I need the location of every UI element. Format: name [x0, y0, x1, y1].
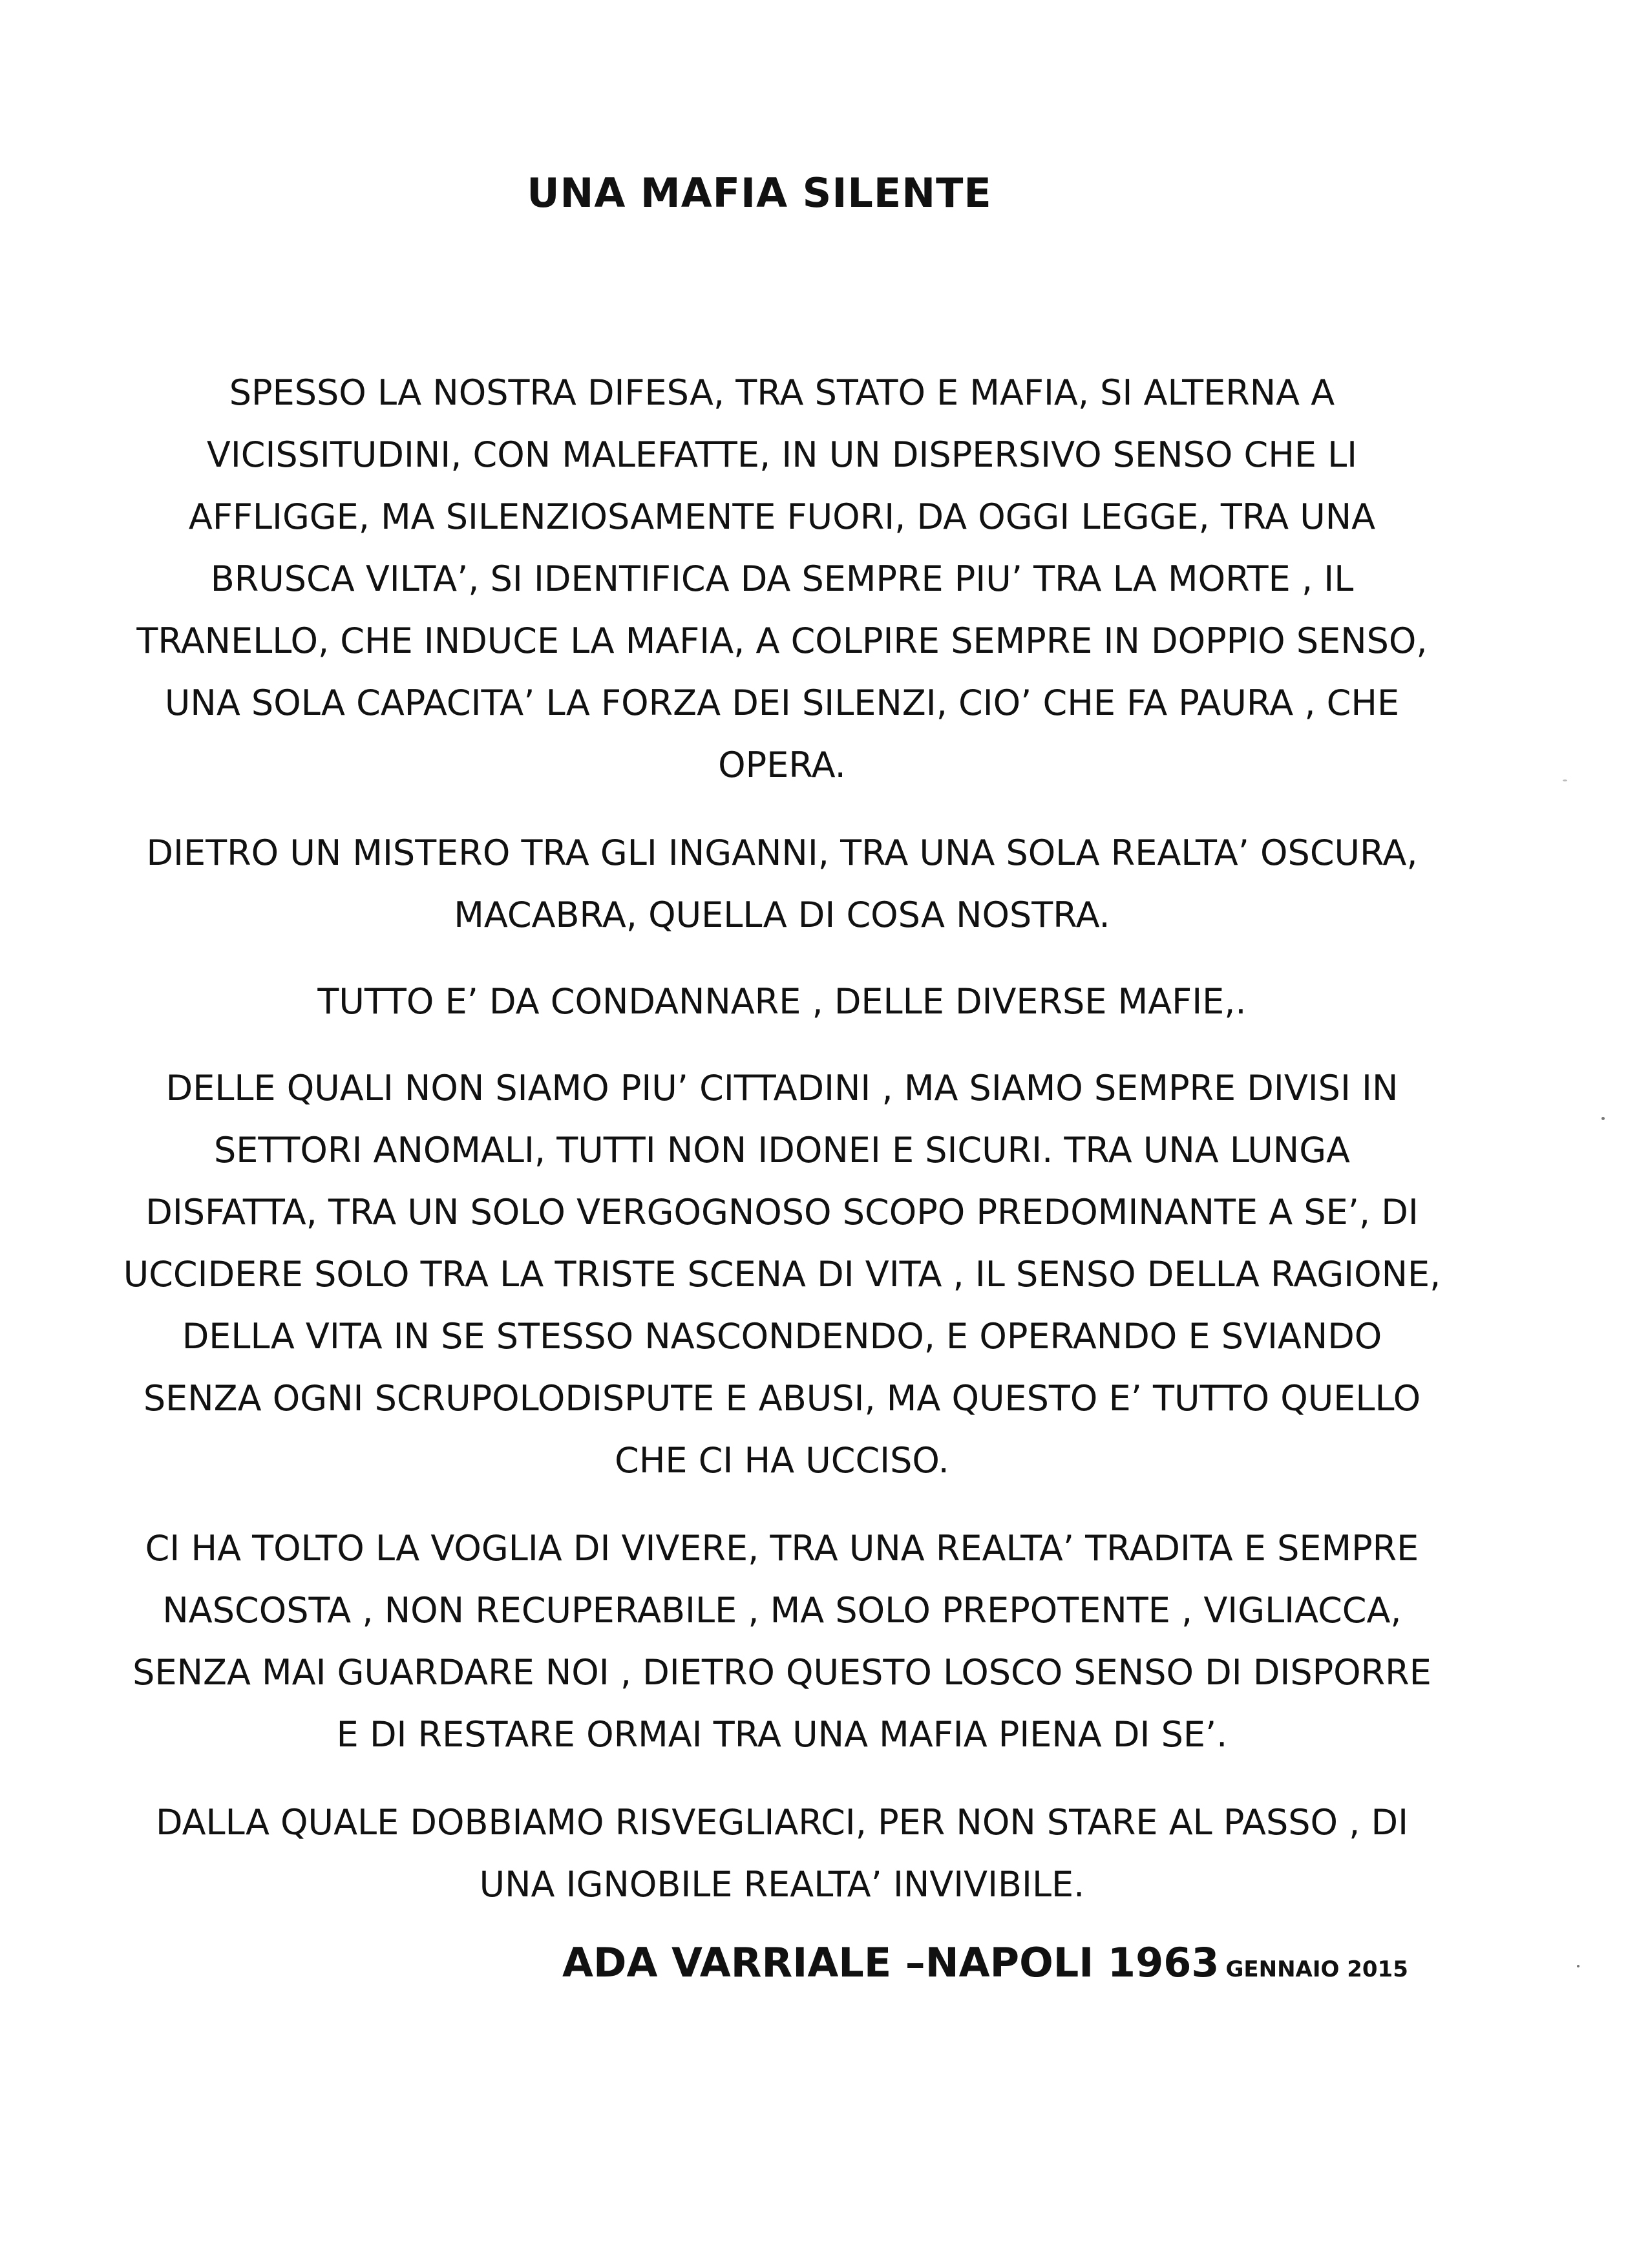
body-line: DISFATTA, TRA UN SOLO VERGOGNOSO SCOPO PREDOMINANTE A SE’, DI — [145, 1192, 1419, 1233]
scan-speck — [1601, 1117, 1605, 1120]
body-line: SENZA OGNI SCRUPOLODISPUTE E ABUSI, MA QUESTO E’ TUTTO QUELLO — [143, 1378, 1421, 1419]
body-line: UNA SOLA CAPACITA’ LA FORZA DEI SILENZI, CIO’ CHE FA PAURA , CHE — [164, 683, 1400, 723]
body-line: CI HA TOLTO LA VOGLIA DI VIVERE, TRA UNA REALTA’ TRADITA E SEMPRE — [145, 1528, 1419, 1569]
body-line: CHE CI HA UCCISO. — [615, 1440, 949, 1481]
body-line: DALLA QUALE DOBBIAMO RISVEGLIARCI, PER NON STARE AL PASSO , DI — [155, 1802, 1409, 1843]
body-line: TRANELLO, CHE INDUCE LA MAFIA, A COLPIRE SEMPRE IN DOPPIO SENSO, — [136, 620, 1428, 661]
body-line: BRUSCA VILTA’, SI IDENTIFICA DA SEMPRE PIU’ TRA LA MORTE , IL — [210, 558, 1354, 599]
body-line: DIETRO UN MISTERO TRA GLI INGANNI, TRA UNA SOLA REALTA’ OSCURA, — [146, 832, 1418, 873]
body-line: DELLE QUALI NON SIAMO PIU’ CITTADINI , MA SIAMO SEMPRE DIVISI IN — [165, 1068, 1399, 1108]
author-signature — [562, 1939, 1408, 1986]
body-line: VICISSITUDINI, CON MALEFATTE, IN UN DISPERSIVO SENSO CHE LI — [206, 434, 1358, 475]
body-line: SPESSO LA NOSTRA DIFESA, TRA STATO E MAFIA, SI ALTERNA A — [229, 372, 1335, 413]
scan-speck — [1577, 1965, 1579, 1967]
body-line: SETTORI ANOMALI, TUTTI NON IDONEI E SICURI. TRA UNA LUNGA — [214, 1130, 1350, 1171]
author-name: ADA VARRIALE –NAPOLI 1963 — [562, 1939, 1220, 1986]
body-line: SENZA MAI GUARDARE NOI , DIETRO QUESTO LOSCO SENSO DI DISPORRE — [132, 1652, 1431, 1693]
document-title: UNA MAFIA SILENTE — [527, 169, 992, 217]
body-line: MACABRA, QUELLA DI COSA NOSTRA. — [454, 895, 1110, 935]
body-line: OPERA. — [718, 745, 846, 785]
body-line: E DI RESTARE ORMAI TRA UNA MAFIA PIENA DI SE’. — [336, 1714, 1228, 1755]
body-line: DELLA VITA IN SE STESSO NASCONDENDO, E OPERANDO E SVIANDO — [182, 1316, 1382, 1357]
body-line: UCCIDERE SOLO TRA LA TRISTE SCENA DI VITA , IL SENSO DELLA RAGIONE, — [123, 1254, 1441, 1295]
body-line: TUTTO E’ DA CONDANNARE , DELLE DIVERSE MAFIE,. — [317, 981, 1247, 1022]
scan-speck — [1563, 779, 1567, 781]
signature-date: GENNAIO 2015 — [1225, 1956, 1408, 1982]
body-line: NASCOSTA , NON RECUPERABILE , MA SOLO PREPOTENTE , VIGLIACCA, — [162, 1590, 1402, 1631]
body-line: UNA IGNOBILE REALTA’ INVIVIBILE. — [479, 1864, 1085, 1905]
body-line: AFFLIGGE, MA SILENZIOSAMENTE FUORI, DA OGGI LEGGE, TRA UNA — [188, 496, 1376, 537]
